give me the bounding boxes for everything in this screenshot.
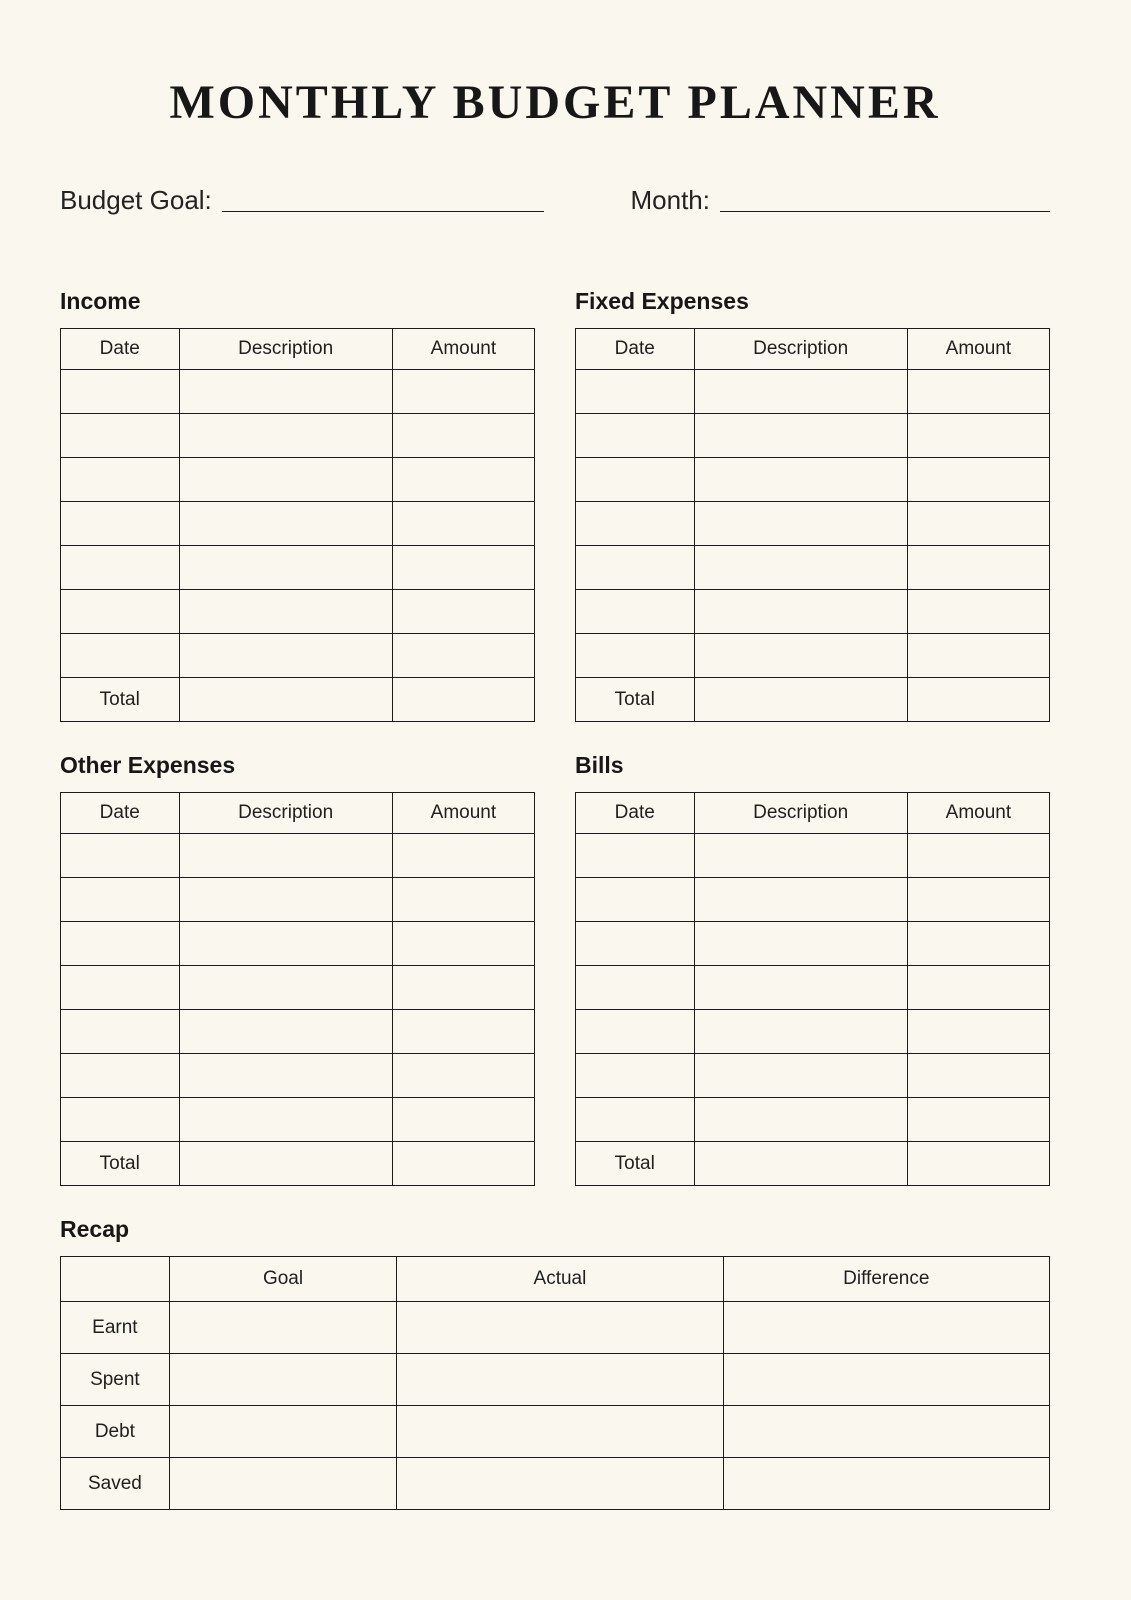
empty-cell xyxy=(392,878,534,922)
empty-cell xyxy=(694,834,907,878)
empty-row xyxy=(61,370,535,414)
recap-spent-row xyxy=(61,1354,1050,1406)
page-title: MONTHLY BUDGET PLANNER xyxy=(169,76,941,129)
empty-cell xyxy=(576,502,695,546)
empty-row xyxy=(576,922,1050,966)
empty-cell xyxy=(179,590,392,634)
empty-cell xyxy=(392,546,534,590)
income-header-row xyxy=(61,329,535,370)
empty-row xyxy=(61,414,535,458)
empty-cell xyxy=(694,502,907,546)
other-expenses-description-column-header: Description xyxy=(179,793,392,834)
empty-cell xyxy=(907,590,1049,634)
recap-spent-actual-cell xyxy=(397,1354,723,1406)
fixed-expenses-total-description-cell xyxy=(694,678,907,722)
empty-cell xyxy=(61,546,180,590)
empty-cell xyxy=(392,634,534,678)
fixed-expenses-amount-column-header: Amount xyxy=(907,329,1049,370)
empty-cell xyxy=(61,414,180,458)
empty-cell xyxy=(392,1054,534,1098)
income-amount-column-header: Amount xyxy=(392,329,534,370)
empty-cell xyxy=(694,1098,907,1142)
recap-section-title: Recap xyxy=(60,1216,130,1242)
other-expenses-section-title: Other Expenses xyxy=(60,752,236,778)
empty-row xyxy=(576,502,1050,546)
recap-actual-column-header: Actual xyxy=(397,1257,723,1302)
empty-row xyxy=(61,966,535,1010)
empty-cell xyxy=(576,1010,695,1054)
empty-cell xyxy=(179,834,392,878)
empty-row xyxy=(576,834,1050,878)
recap-debt-difference-cell xyxy=(723,1406,1049,1458)
recap-spent-goal-cell xyxy=(169,1354,396,1406)
empty-cell xyxy=(907,370,1049,414)
empty-cell xyxy=(179,634,392,678)
bills-header-row xyxy=(576,793,1050,834)
income-total-description-cell xyxy=(179,678,392,722)
other-expenses-table-body xyxy=(61,834,535,1142)
empty-cell xyxy=(61,878,180,922)
recap-table xyxy=(60,1256,1050,1510)
empty-cell xyxy=(179,370,392,414)
recap-debt-row xyxy=(61,1406,1050,1458)
empty-row xyxy=(576,546,1050,590)
empty-cell xyxy=(907,458,1049,502)
empty-cell xyxy=(392,922,534,966)
recap-goal-column-header: Goal xyxy=(169,1257,396,1302)
empty-cell xyxy=(179,414,392,458)
month-field xyxy=(631,185,1051,216)
other-expenses-amount-column-header: Amount xyxy=(392,793,534,834)
empty-cell xyxy=(392,966,534,1010)
bills-date-column-header: Date xyxy=(576,793,695,834)
empty-cell xyxy=(907,834,1049,878)
empty-cell xyxy=(392,1098,534,1142)
recap-spent-difference-cell xyxy=(723,1354,1049,1406)
empty-row xyxy=(576,1010,1050,1054)
empty-cell xyxy=(576,1098,695,1142)
empty-cell xyxy=(694,966,907,1010)
recap-earnt-goal-cell xyxy=(169,1302,396,1354)
empty-cell xyxy=(179,1098,392,1142)
empty-row xyxy=(61,546,535,590)
empty-cell xyxy=(61,590,180,634)
empty-cell xyxy=(694,414,907,458)
empty-cell xyxy=(179,546,392,590)
empty-cell xyxy=(907,1010,1049,1054)
recap-earnt-actual-cell xyxy=(397,1302,723,1354)
empty-row xyxy=(61,634,535,678)
empty-cell xyxy=(907,966,1049,1010)
empty-cell xyxy=(179,458,392,502)
other-expenses-total-label: Total xyxy=(61,1142,180,1186)
empty-cell xyxy=(907,414,1049,458)
empty-cell xyxy=(907,922,1049,966)
empty-cell xyxy=(61,370,180,414)
empty-cell xyxy=(61,502,180,546)
income-date-column-header: Date xyxy=(61,329,180,370)
income-description-column-header: Description xyxy=(179,329,392,370)
empty-row xyxy=(576,634,1050,678)
budget-goal-field xyxy=(60,185,544,216)
empty-row xyxy=(61,1054,535,1098)
fixed-expenses-total-row xyxy=(576,678,1050,722)
empty-row xyxy=(61,1010,535,1054)
fixed-expenses-total-amount-cell xyxy=(907,678,1049,722)
empty-cell xyxy=(576,370,695,414)
empty-row xyxy=(61,878,535,922)
recap-debt-row-label: Debt xyxy=(61,1406,170,1458)
empty-cell xyxy=(179,1010,392,1054)
empty-cell xyxy=(576,590,695,634)
empty-row xyxy=(576,1054,1050,1098)
income-section xyxy=(60,288,535,722)
recap-corner-cell xyxy=(61,1257,170,1302)
other-expenses-header-row xyxy=(61,793,535,834)
recap-saved-goal-cell xyxy=(169,1458,396,1510)
empty-row xyxy=(576,590,1050,634)
empty-cell xyxy=(392,370,534,414)
fixed-expenses-table xyxy=(575,328,1050,722)
empty-cell xyxy=(907,1098,1049,1142)
empty-row xyxy=(576,878,1050,922)
empty-cell xyxy=(179,502,392,546)
empty-cell xyxy=(61,966,180,1010)
empty-cell xyxy=(694,878,907,922)
empty-cell xyxy=(694,922,907,966)
other-expenses-date-column-header: Date xyxy=(61,793,180,834)
empty-cell xyxy=(576,966,695,1010)
bills-amount-column-header: Amount xyxy=(907,793,1049,834)
recap-earnt-difference-cell xyxy=(723,1302,1049,1354)
fixed-expenses-section-title: Fixed Expenses xyxy=(575,288,749,314)
empty-cell xyxy=(392,414,534,458)
fixed-expenses-header-row xyxy=(576,329,1050,370)
other-expenses-total-row xyxy=(61,1142,535,1186)
empty-cell xyxy=(392,834,534,878)
fixed-expenses-description-column-header: Description xyxy=(694,329,907,370)
other-expenses-total-amount-cell xyxy=(392,1142,534,1186)
empty-cell xyxy=(907,546,1049,590)
empty-cell xyxy=(694,546,907,590)
empty-cell xyxy=(907,1054,1049,1098)
recap-saved-actual-cell xyxy=(397,1458,723,1510)
empty-cell xyxy=(179,922,392,966)
empty-row xyxy=(61,1098,535,1142)
empty-cell xyxy=(61,634,180,678)
income-total-label: Total xyxy=(61,678,180,722)
empty-cell xyxy=(694,1010,907,1054)
empty-cell xyxy=(576,878,695,922)
bills-section xyxy=(575,752,1050,1186)
empty-row xyxy=(61,458,535,502)
bills-table xyxy=(575,792,1050,1186)
empty-cell xyxy=(61,922,180,966)
empty-cell xyxy=(179,878,392,922)
recap-earnt-row xyxy=(61,1302,1050,1354)
empty-row xyxy=(61,834,535,878)
empty-cell xyxy=(576,546,695,590)
empty-row xyxy=(61,922,535,966)
empty-cell xyxy=(576,634,695,678)
recap-section xyxy=(60,1216,1050,1510)
empty-cell xyxy=(576,414,695,458)
empty-cell xyxy=(392,458,534,502)
budget-goal-blank-line xyxy=(222,210,544,212)
empty-cell xyxy=(576,458,695,502)
empty-row xyxy=(576,414,1050,458)
bills-total-row xyxy=(576,1142,1050,1186)
empty-row xyxy=(61,502,535,546)
empty-row xyxy=(576,458,1050,502)
empty-row xyxy=(576,966,1050,1010)
empty-cell xyxy=(694,590,907,634)
empty-cell xyxy=(576,922,695,966)
empty-row xyxy=(61,590,535,634)
budget-goal-label: Budget Goal: xyxy=(60,185,212,215)
fixed-expenses-section xyxy=(575,288,1050,722)
empty-cell xyxy=(576,834,695,878)
bills-table-body xyxy=(576,834,1050,1142)
month-label: Month: xyxy=(630,185,710,215)
recap-saved-row-label: Saved xyxy=(61,1458,170,1510)
income-total-row xyxy=(61,678,535,722)
bills-total-description-cell xyxy=(694,1142,907,1186)
other-expenses-total-description-cell xyxy=(179,1142,392,1186)
fixed-expenses-table-body xyxy=(576,370,1050,678)
month-blank-line xyxy=(720,210,1050,212)
empty-cell xyxy=(179,1054,392,1098)
income-table xyxy=(60,328,535,722)
bills-section-title: Bills xyxy=(575,752,624,778)
empty-cell xyxy=(61,1010,180,1054)
recap-header-row xyxy=(61,1257,1050,1302)
empty-cell xyxy=(61,834,180,878)
recap-spent-row-label: Spent xyxy=(61,1354,170,1406)
other-expenses-section xyxy=(60,752,535,1186)
empty-row xyxy=(576,1098,1050,1142)
fixed-expenses-date-column-header: Date xyxy=(576,329,695,370)
empty-cell xyxy=(907,878,1049,922)
empty-cell xyxy=(576,1054,695,1098)
income-total-amount-cell xyxy=(392,678,534,722)
bills-total-label: Total xyxy=(576,1142,695,1186)
empty-cell xyxy=(694,1054,907,1098)
bills-description-column-header: Description xyxy=(694,793,907,834)
other-expenses-table xyxy=(60,792,535,1186)
empty-cell xyxy=(392,590,534,634)
empty-cell xyxy=(392,1010,534,1054)
recap-saved-difference-cell xyxy=(723,1458,1049,1510)
empty-cell xyxy=(61,1054,180,1098)
fixed-expenses-total-label: Total xyxy=(576,678,695,722)
empty-cell xyxy=(179,966,392,1010)
empty-cell xyxy=(61,1098,180,1142)
empty-row xyxy=(576,370,1050,414)
recap-debt-goal-cell xyxy=(169,1406,396,1458)
empty-cell xyxy=(694,458,907,502)
income-table-body xyxy=(61,370,535,678)
empty-cell xyxy=(61,458,180,502)
empty-cell xyxy=(694,370,907,414)
recap-debt-actual-cell xyxy=(397,1406,723,1458)
empty-cell xyxy=(694,634,907,678)
recap-earnt-row-label: Earnt xyxy=(61,1302,170,1354)
empty-cell xyxy=(907,634,1049,678)
empty-cell xyxy=(907,502,1049,546)
bills-total-amount-cell xyxy=(907,1142,1049,1186)
header-fields xyxy=(60,185,1050,216)
recap-difference-column-header: Difference xyxy=(723,1257,1049,1302)
budget-tables-grid xyxy=(60,288,1050,1186)
recap-saved-row xyxy=(61,1458,1050,1510)
income-section-title: Income xyxy=(60,288,141,314)
empty-cell xyxy=(392,502,534,546)
